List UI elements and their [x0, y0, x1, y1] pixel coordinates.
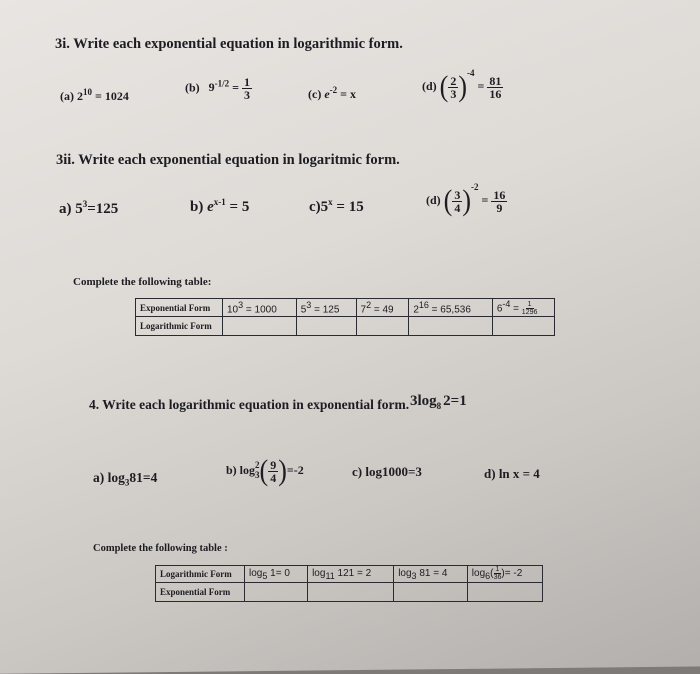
- table1-answer-4[interactable]: [409, 317, 492, 336]
- table2-title: Complete the following table :: [93, 543, 228, 554]
- table1-title: Complete the following table:: [73, 276, 212, 288]
- q31-d: (d) ( $\frac{2}{3}$ )$^{-4}$ = $\frac{81}{16}$: [422, 68, 502, 104]
- q3ii-b: b) $e^{x-1} = 5$: [190, 197, 250, 215]
- table1-cell-3[interactable]: $7^2 = 49$: [356, 299, 409, 317]
- table1-row2-header: Logarithmic Form: [136, 317, 223, 336]
- q4-example: $3\log_8$ 2=1: [410, 393, 467, 411]
- table1-answer-3[interactable]: [356, 317, 409, 336]
- table2-cell-3[interactable]: $\log_3 81 = 4$: [394, 566, 468, 583]
- table2-row2-header: Exponential Form: [156, 583, 245, 602]
- table2-answer-1[interactable]: [245, 583, 308, 602]
- q3ii-a: a) $5^3=125$: [59, 199, 119, 217]
- table1-answer-1[interactable]: [223, 317, 297, 336]
- table1-row1-header: Exponential Form: [136, 299, 223, 317]
- table2-answer-4[interactable]: [467, 583, 542, 602]
- table1-cell-5[interactable]: $6^{-4}$ = $\frac{1}{1296}$: [492, 299, 554, 317]
- table1-cell-2[interactable]: $5^3 = 125$: [296, 299, 356, 317]
- table2-cell-4[interactable]: $\log_6$( $\frac{1}{36}$ )= -2: [467, 566, 542, 583]
- q4-a: a) $\log_381=4$: [93, 470, 158, 488]
- table2: [155, 565, 543, 602]
- q31-c: (c) $e^{-2} = x$: [308, 85, 356, 101]
- table2-cell-2[interactable]: $\log_{11} 121 = 2$: [308, 566, 394, 583]
- q31-b: (b) $9^{-1/2}$ = $\frac{1}{3}$: [185, 75, 251, 102]
- q4-b: b) log 2 3 ( $\frac{9}{4}$ )=-2: [226, 453, 304, 488]
- table2-cell-1[interactable]: $\log_5 1= 0$: [245, 566, 308, 583]
- table1: [135, 298, 555, 336]
- table1-cell-4[interactable]: $2^{16} = 65,536$: [409, 299, 492, 317]
- q4-title: 4. Write each logarithmic equation in exponential form.: [89, 397, 410, 412]
- q31-title: 3i. Write each exponential equation in logarithmic form.: [55, 36, 403, 52]
- q4-c: c) log1000=3: [352, 464, 422, 479]
- q3ii-title: 3ii. Write each exponential equation in logaritmic form.: [56, 152, 400, 168]
- table2-answer-3[interactable]: [394, 583, 468, 602]
- table1-cell-1[interactable]: $10^3 = 1000$: [223, 299, 297, 317]
- q31-b-fraction: $\frac{1}{3}$: [244, 75, 251, 102]
- table1-answer-2[interactable]: [296, 317, 356, 336]
- q31-a: (a) $2^{10} = 1024$: [60, 87, 129, 103]
- q3ii-c: $c)5^x = 15$: [309, 197, 364, 215]
- table2-row1-header: Logarithmic Form: [156, 566, 245, 583]
- table1-answer-5[interactable]: [492, 317, 554, 336]
- q4-d: d) ln x = 4: [484, 466, 540, 481]
- q3ii-d: (d) ( $\frac{3}{4}$ )$^{-2}$ = $\frac{16}{9}$: [426, 182, 506, 218]
- table2-answer-2[interactable]: [308, 583, 394, 602]
